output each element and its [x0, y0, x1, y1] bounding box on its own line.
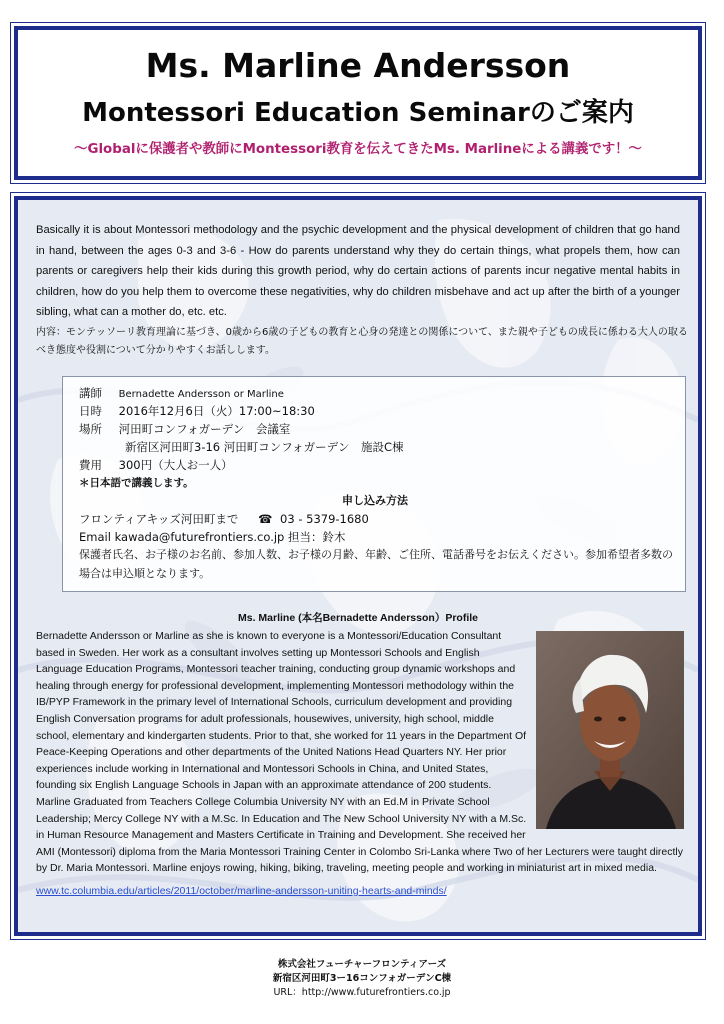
- seminar-details-box: [62, 376, 686, 592]
- panel-content: [18, 200, 698, 932]
- contact-person: 担当：鈴木: [288, 530, 346, 544]
- main-panel: [14, 196, 702, 936]
- apply-heading: 申し込み方法: [342, 494, 408, 507]
- page-title: Ms. Marline Andersson: [145, 46, 571, 85]
- venue-label: 場所: [79, 422, 102, 436]
- profile-section: [36, 628, 684, 900]
- contact-row: [79, 511, 369, 527]
- intro-japanese: 内容：モンテッソーリ教育理論に基づき、0歳から6歳の子どもの教育と心身の発達との関係について、また親や子どもの成長に係わる大人の取るべき態度や役割について分かりやすくお話しします。: [36, 327, 688, 356]
- email-label: Email: [79, 530, 111, 544]
- phone-number[interactable]: 03 - 5379-1680: [280, 512, 369, 526]
- fee-value: 300円（大人お一人）: [118, 458, 233, 472]
- footer-url[interactable]: URL：http://www.futurefrontiers.co.jp: [273, 987, 451, 998]
- footer-address: 新宿区河田町3ー16コンフォガーデンC棟: [272, 973, 452, 984]
- apply-note: 保護者氏名、お子様のお名前、参加人数、お子様の月齢、年齢、ご住所、電話番号をお伝えください。参加希望者多数の場合は申込順となります。: [79, 548, 673, 580]
- portrait-image: [536, 631, 684, 829]
- seminar-title: Montessori Education Seminarのご案内: [82, 98, 634, 128]
- date-value: 2016年12月6日（火）17:00~18:30: [118, 404, 315, 418]
- lecturer-value: Bernadette Andersson or Marline: [118, 389, 284, 400]
- profile-heading: Ms. Marline (本名Bernadette Andersson）Profile: [238, 612, 478, 624]
- telephone-icon: ☎: [258, 512, 273, 526]
- footer-company: 株式会社フューチャーフロンティアーズ: [277, 959, 447, 970]
- venue-address: 新宿区河田町3-16 河田町コンフォガーデン 施設C棟: [125, 440, 404, 454]
- portrait-photo: [536, 631, 684, 829]
- fee-label: 費用: [79, 458, 102, 472]
- venue-value: 河田町コンフォガーデン 会議室: [118, 422, 291, 436]
- header-box: [14, 26, 702, 180]
- lecturer-row: [79, 385, 284, 401]
- lecturer-label: 講師: [79, 386, 102, 400]
- email-row: [79, 529, 346, 545]
- subtitle: ～Globalに保護者や教師にMontessori教育を伝えてきたMs. Marlineによる講義です！～: [74, 142, 642, 157]
- language-note: ＊日本語で講義します。: [79, 477, 194, 489]
- date-row: [79, 403, 315, 419]
- fee-row: [79, 457, 233, 473]
- profile-text: Bernadette Andersson or Marline as she is known to everyone is a Montessori/Education Consultant based in Sweden. Her work as a consultant involves setting up Montessori Schools and English Language Education Programs, Montessori teacher training, conducting group dynamic workshops and healing through energy for professional development, implementing Montessori methodology within the IB/PYP Framework in the primary level of International Schools, curriculum development and providing English Conversation programs for adult professionals, housewives, university, high school, middle school, elementary and kindergarten students. Prior to that, she worked for 11 years in the Department Of Peace-Keeping Operations and other departments of the United Nations Head Quarters NY. Her prior experiences include working in International and Montessori Schools in China, and United States, founding six English Language Schools in Japan with an approximate attendance of 200 students. Marline Graduated from Teachers College Columbia University NY with an Ed.M in Private School Leadership; Mercy College NY with a M.Sc. In Education and The New School University NY with a M.Sc. in Human Resource Management and Masters Certificate in Training and Development. She received her AMI (Montessori) diploma from the Maria Montessori Training Center in Colombo Sri-Lanka where Two of her Lecturers were taught directly by Dr. Maria Montessori. Marline enjoys rowing, hiking, biking, traveling, meeting people and working in miniaturist art in mixed media.: [36, 630, 683, 875]
- profile-article-link[interactable]: www.tc.columbia.edu/articles/2011/october/marline-andersson-uniting-hearts-and-minds/: [36, 884, 447, 897]
- footer: [0, 958, 724, 1000]
- venue-row: [79, 421, 290, 437]
- date-label: 日時: [79, 404, 102, 418]
- contact-org: フロンティアキッズ河田町まで: [79, 512, 239, 526]
- email-address[interactable]: kawada@futurefrontiers.co.jp: [114, 530, 285, 544]
- intro-english: Basically it is about Montessori methodology and the psychic development and the physical development of children that go hand in hand, between the ages 0-3 and 3-6 - How do parents understand why they do certain things, what propels them, how can parents or caregivers help their kids during this growth period, why do certain actions of parents incur negative mental habits in children, how do you help them to overcome these negativities, why do children misbehave and act up after the birth of a younger sibling, what can a mother do, etc. etc.: [36, 224, 680, 319]
